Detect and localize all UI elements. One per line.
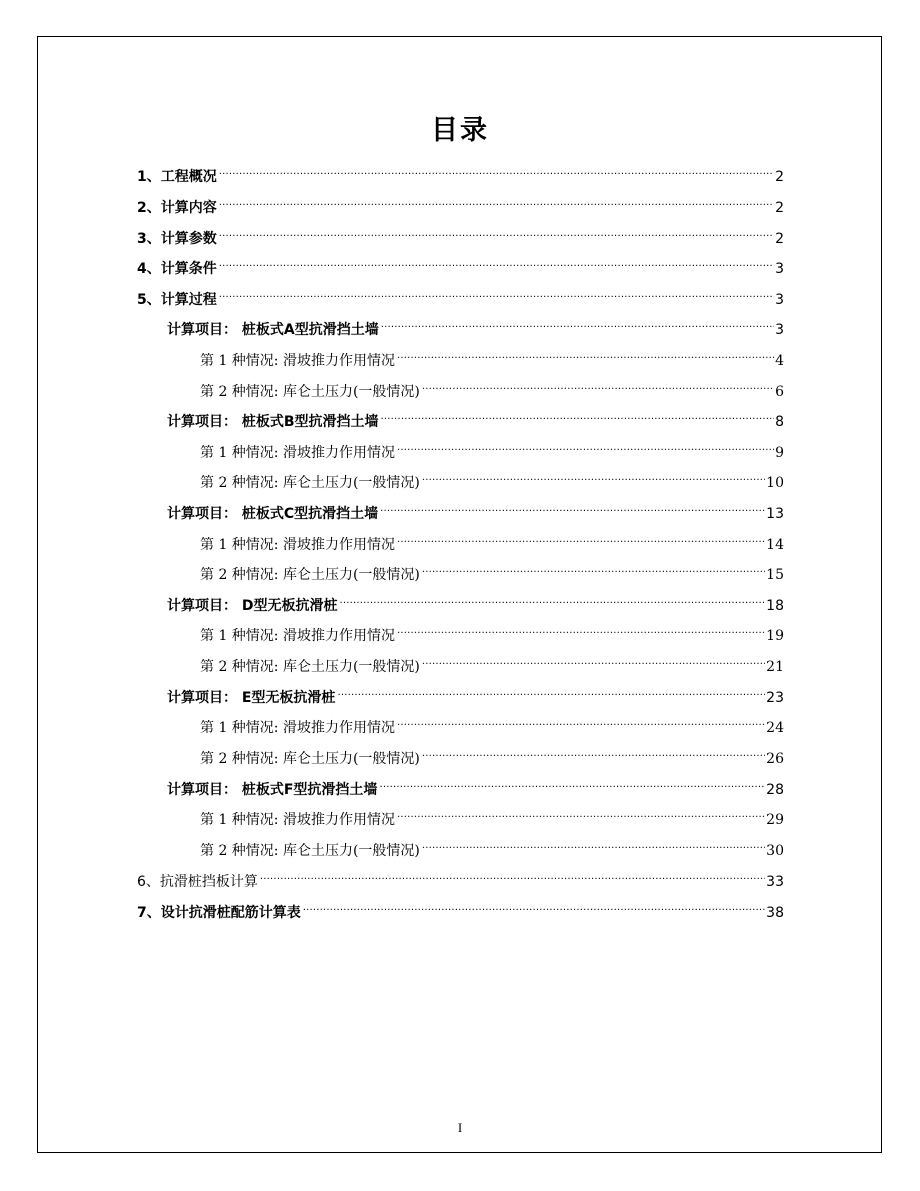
toc-entry-case-2[interactable] (200, 831, 784, 859)
dot-leader (397, 341, 774, 365)
toc-entry-label: 计算项目： 桩板式F型抗滑挡土墙 (167, 782, 378, 798)
footer-page-number: I (457, 1120, 463, 1135)
toc-page-number: 15 (766, 567, 784, 583)
toc-entry-section-3[interactable] (137, 219, 784, 247)
toc-entry-section-7[interactable] (137, 893, 784, 921)
dot-leader (219, 219, 774, 243)
toc-entry-label: 计算项目： 桩板式A型抗滑挡土墙 (167, 322, 379, 338)
toc-page-number: 13 (766, 506, 784, 522)
dot-leader (422, 463, 765, 487)
dot-leader (397, 433, 774, 457)
dot-leader (219, 249, 774, 273)
toc-page-number: 21 (766, 659, 784, 675)
toc-entry-section-4[interactable] (137, 249, 784, 277)
dot-leader (397, 525, 765, 549)
toc-page-number: 38 (766, 905, 784, 921)
toc-entry-section-1[interactable] (137, 157, 784, 185)
dot-leader (422, 739, 765, 763)
dot-leader (422, 831, 765, 855)
dot-leader (337, 678, 765, 702)
toc-page-number: 3 (775, 322, 784, 338)
toc-page-number: 26 (766, 751, 784, 767)
toc-entry-case-1[interactable] (200, 525, 784, 553)
toc-page-number: 29 (766, 812, 784, 828)
dot-leader (260, 862, 765, 886)
dot-leader (380, 494, 765, 518)
toc-page-number: 19 (766, 628, 784, 644)
toc-entry-label: 计算项目： E型无板抗滑桩 (167, 690, 336, 706)
toc-entry-label: 第 1 种情况: 滑坡推力作用情况 (200, 537, 395, 553)
dot-leader (422, 647, 765, 671)
toc-page-number: 6 (775, 384, 784, 400)
dot-leader (379, 770, 765, 794)
toc-page-number: 4 (775, 353, 784, 369)
toc-entry-project-e[interactable] (167, 678, 784, 706)
toc-entry-label: 第 1 种情况: 滑坡推力作用情况 (200, 445, 395, 461)
dot-leader (303, 893, 765, 917)
toc-entry-label: 第 2 种情况: 库仑土压力(一般情况) (200, 567, 420, 583)
toc-entry-label: 6、抗滑桩挡板计算 (137, 874, 258, 890)
dot-leader (219, 280, 774, 304)
toc-page-number: 28 (766, 782, 784, 798)
toc-entry-case-2[interactable] (200, 372, 784, 400)
toc-entry-project-a[interactable] (167, 310, 784, 338)
toc-page-number: 14 (766, 537, 784, 553)
toc-entry-label: 第 2 种情况: 库仑土压力(一般情况) (200, 384, 420, 400)
toc-entry-label: 第 2 种情况: 库仑土压力(一般情况) (200, 475, 420, 491)
toc-entry-label: 7、设计抗滑桩配筋计算表 (137, 905, 301, 921)
dot-leader (381, 310, 774, 334)
toc-entry-label: 第 1 种情况: 滑坡推力作用情况 (200, 353, 395, 369)
dot-leader (219, 188, 774, 212)
toc-page-number: 8 (775, 414, 784, 430)
toc-entry-project-b[interactable] (167, 402, 784, 430)
toc-entry-label: 第 2 种情况: 库仑土压力(一般情况) (200, 843, 420, 859)
toc-entry-label: 第 2 种情况: 库仑土压力(一般情况) (200, 751, 420, 767)
toc-entry-case-2[interactable] (200, 739, 784, 767)
toc-entry-label: 1、工程概况 (137, 169, 217, 185)
toc-entry-project-c[interactable] (167, 494, 784, 522)
toc-entry-case-2[interactable] (200, 647, 784, 675)
toc-entry-label: 第 2 种情况: 库仑土压力(一般情况) (200, 659, 420, 675)
dot-leader (340, 586, 766, 610)
toc-page-number: 9 (775, 445, 784, 461)
dot-leader (219, 157, 774, 181)
toc-entry-label: 第 1 种情况: 滑坡推力作用情况 (200, 720, 395, 736)
toc-page-number: 2 (775, 169, 784, 185)
toc-page-number: 33 (766, 874, 784, 890)
dot-leader (422, 555, 765, 579)
dot-leader (422, 372, 774, 396)
toc-page-number: 3 (775, 261, 784, 277)
toc-entry-case-1[interactable] (200, 708, 784, 736)
toc-entry-label: 计算项目： D型无板抗滑桩 (167, 598, 338, 614)
toc-page-number: 23 (766, 690, 784, 706)
toc-entry-section-2[interactable] (137, 188, 784, 216)
dot-leader (397, 800, 765, 824)
toc-entry-label: 计算项目： 桩板式C型抗滑挡土墙 (167, 506, 379, 522)
dot-leader (397, 708, 765, 732)
toc-entry-label: 第 1 种情况: 滑坡推力作用情况 (200, 628, 395, 644)
toc-page-number: 24 (766, 720, 784, 736)
toc-entry-label: 计算项目： 桩板式B型抗滑挡土墙 (167, 414, 379, 430)
toc-entry-section-6[interactable] (137, 862, 784, 890)
toc-page-number: 3 (775, 292, 784, 308)
toc-entry-case-1[interactable] (200, 800, 784, 828)
toc-page-number: 2 (775, 200, 784, 216)
toc-entry-label: 5、计算过程 (137, 292, 217, 308)
toc-entry-case-1[interactable] (200, 433, 784, 461)
toc-entry-label: 3、计算参数 (137, 231, 217, 247)
toc-page-number: 18 (766, 598, 784, 614)
toc-entry-project-d[interactable] (167, 586, 784, 614)
toc-entry-label: 2、计算内容 (137, 200, 217, 216)
toc-entry-project-f[interactable] (167, 770, 784, 798)
toc-entry-label: 4、计算条件 (137, 261, 217, 277)
toc-title: 目录 (431, 115, 489, 146)
dot-leader (381, 402, 775, 426)
toc-page-number: 30 (766, 843, 784, 859)
toc-entry-case-2[interactable] (200, 555, 784, 583)
dot-leader (397, 616, 765, 640)
toc-page-number: 10 (766, 475, 784, 491)
toc-page-number: 2 (775, 231, 784, 247)
toc-entry-case-1[interactable] (200, 341, 784, 369)
toc-entry-case-1[interactable] (200, 616, 784, 644)
toc-entry-label: 第 1 种情况: 滑坡推力作用情况 (200, 812, 395, 828)
toc-entry-section-5[interactable] (137, 280, 784, 308)
toc-entry-case-2[interactable] (200, 463, 784, 491)
